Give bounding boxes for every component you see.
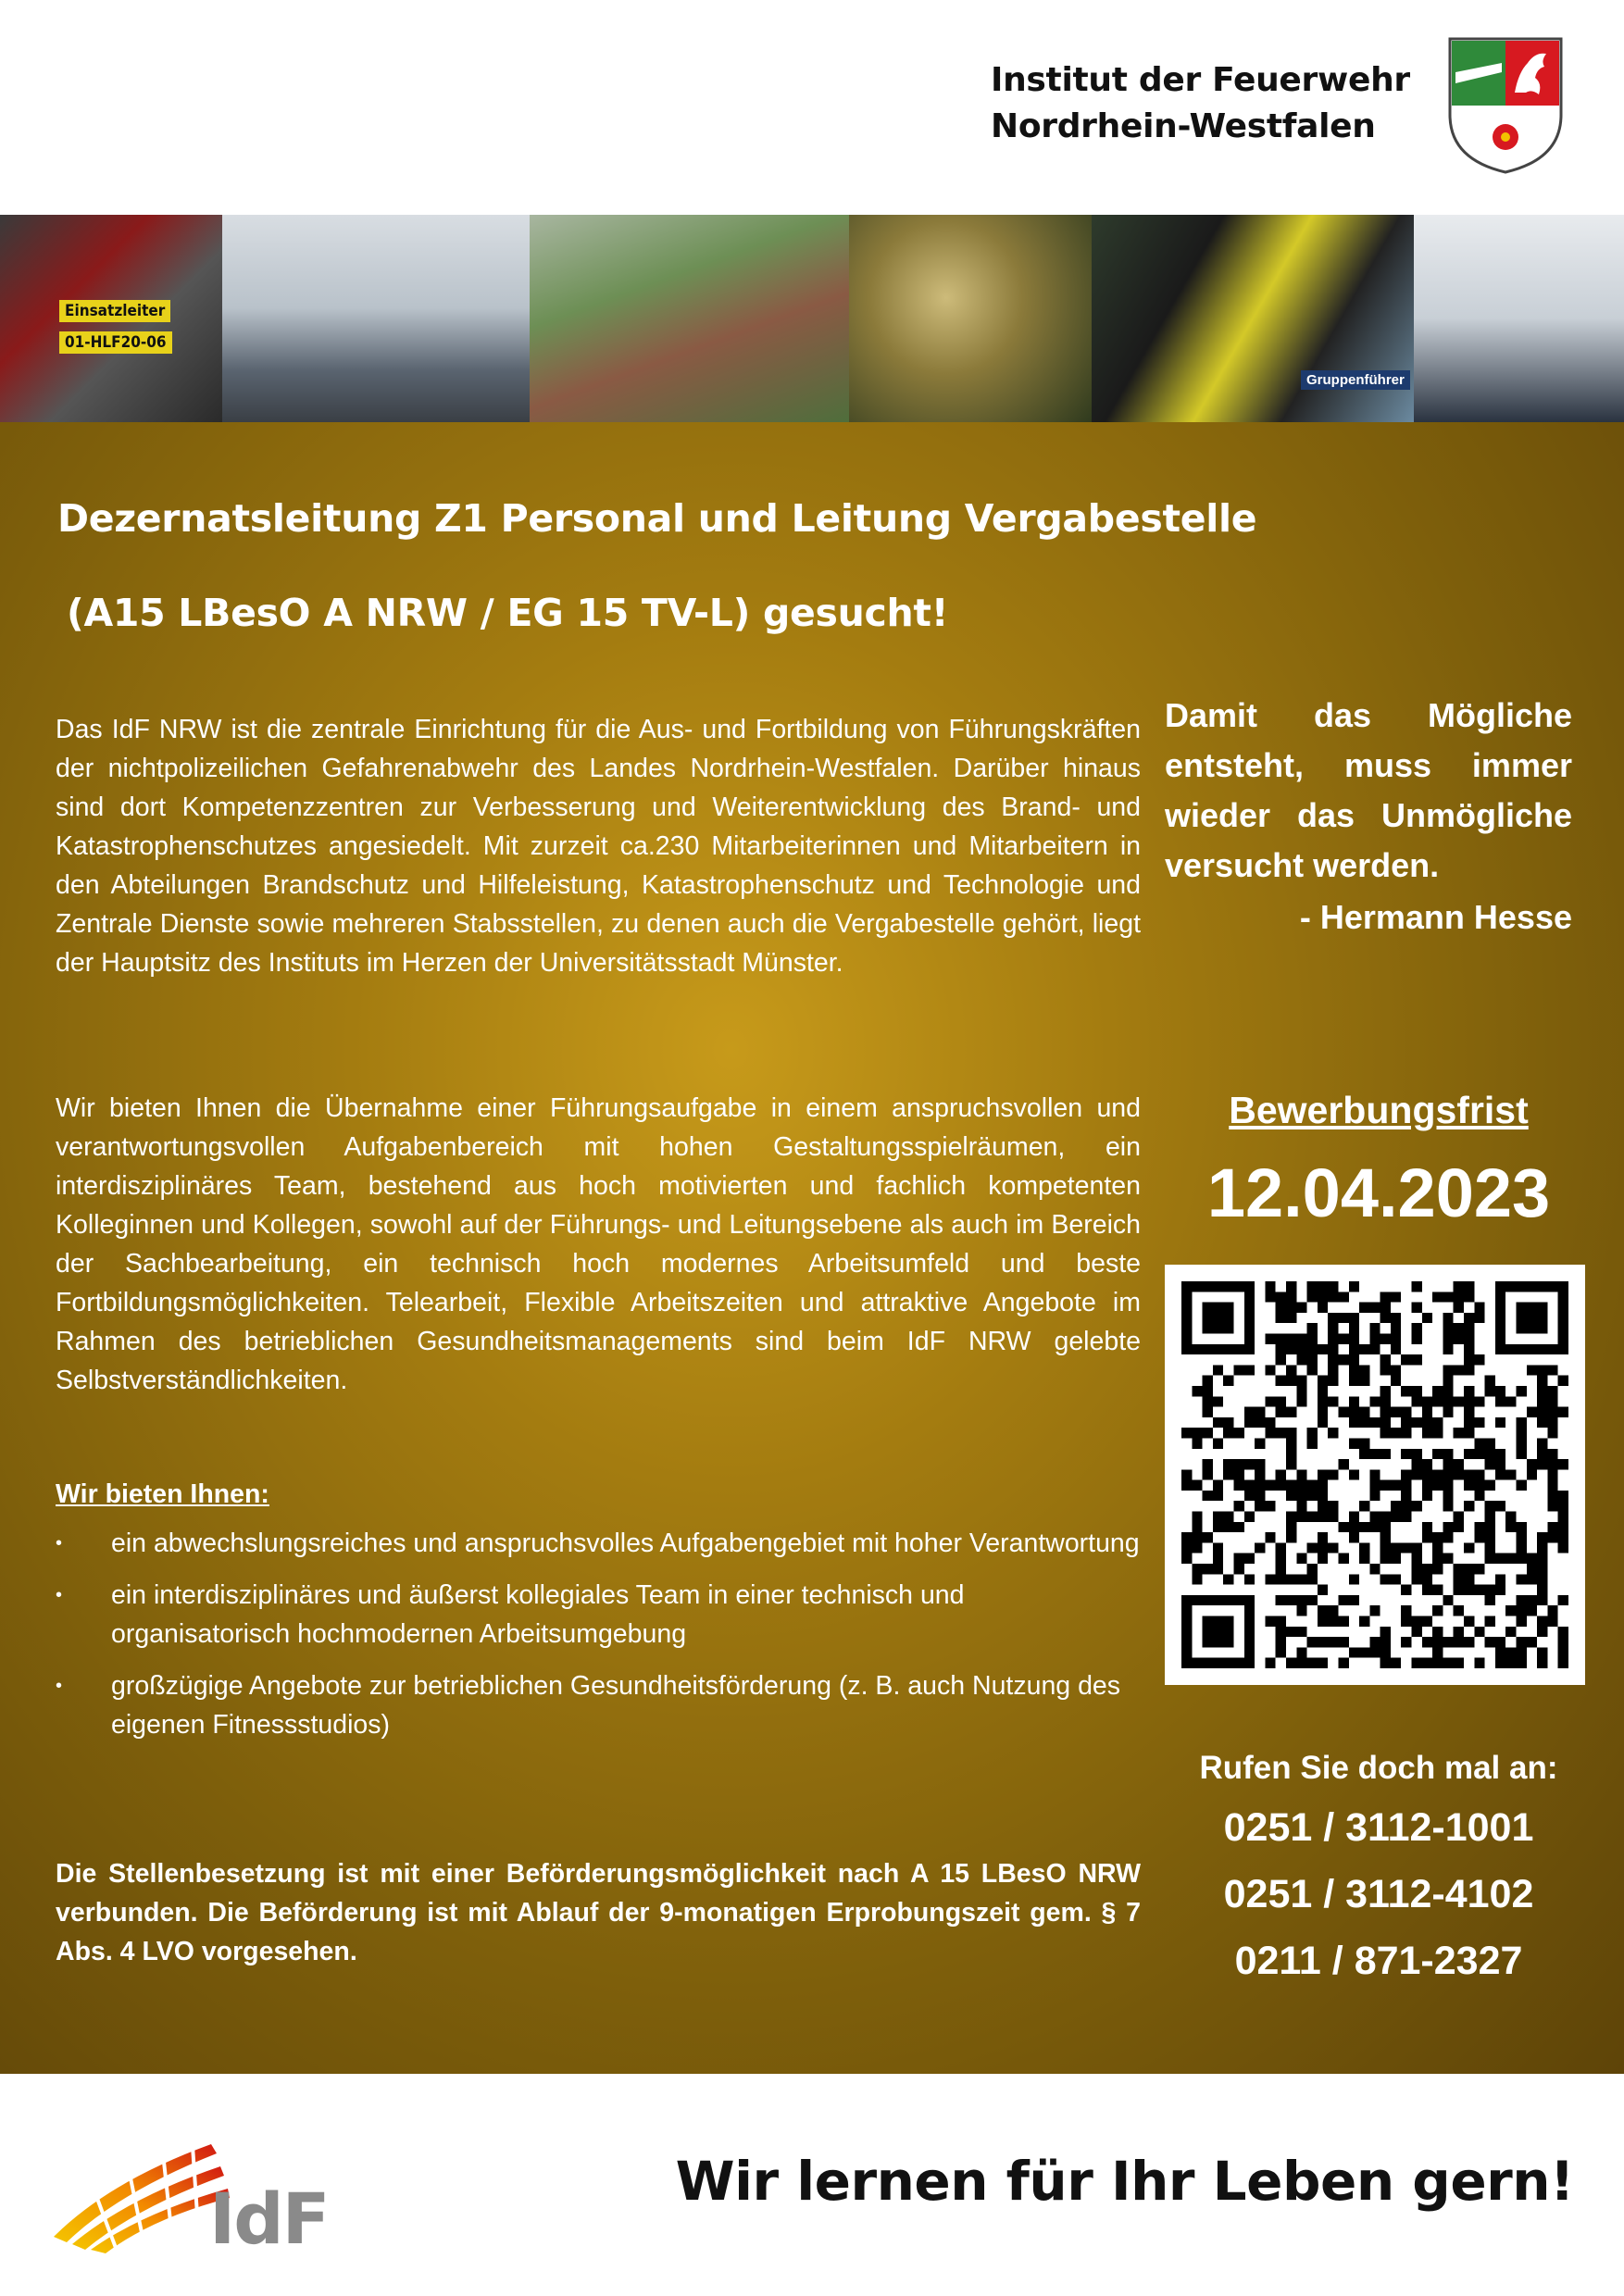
phone-number-1[interactable]: 0251 / 3112-1001 [1223, 1805, 1534, 1850]
photo-training-group [849, 215, 1092, 422]
list-item: • ein interdisziplinäres und äußerst kollegiales Team in einer technisch und organisatorisch hochmodernen Arbeitsumgebung [56, 1576, 1141, 1653]
promotion-note: Die Stellenbesetzung ist mit einer Beförderungsmöglichkeit nach A 15 LBesO NRW verbunden. Die Beförderung ist mit Ablauf der 9-monatigen Erprobungszeit gem. § 7 Abs. 4 LVO vorgesehen. [56, 1859, 1141, 1966]
job-title-line2: (A15 LBesO A NRW / EG 15 TV-L) gesucht! [67, 591, 949, 635]
institute-name-line1: Institut der Feuerwehr [991, 61, 1410, 99]
nrw-crest-icon [1446, 35, 1565, 176]
bullet-icon: • [56, 1585, 63, 1605]
photo-campus-aerial [530, 215, 849, 422]
photo-firefighter-commander [0, 215, 222, 422]
badge-vehicle: 01-HLF20-06 [59, 331, 172, 354]
call-label: Rufen Sie doch mal an: [1199, 1750, 1558, 1786]
offers-list [56, 1524, 1141, 1757]
deadline-date: 12.04.2023 [1206, 1154, 1551, 1231]
deadline-label: Bewerbungsfrist [1229, 1089, 1529, 1131]
photo-control-room [222, 215, 530, 422]
institute-name-line2: Nordrhein-Westfalen [991, 107, 1376, 145]
photo-office-workstation [1414, 215, 1624, 422]
job-title-line1: Dezernatsleitung Z1 Personal und Leitung Vergabestelle [57, 496, 1257, 541]
phone-number-2[interactable]: 0251 / 3112-4102 [1223, 1872, 1534, 1916]
slogan: Wir lernen für Ihr Leben gern! [675, 2150, 1574, 2213]
idf-logo-text: IdF [209, 2177, 329, 2260]
quote-author: - Hermann Hesse [1299, 898, 1572, 936]
intro-paragraph: Das IdF NRW ist die zentrale Einrichtung für die Aus- und Fortbildung von Führungskräften der nichtpolizeilichen Gefahrenabwehr des Landes Nordrhein-Westfalen. Darüber hinaus sind dort Kompetenzzentren zur Verbesserung und Weiterentwicklung des Brand- und Katastrophenschutzes angesiedelt. Mit zurzeit ca.230 Mitarbeiterinnen und Mitarbeitern in den Abteilungen Brandschutz und Hilfeleistung, Katastrophenschutz und Technologie und Zentrale Dienste sowie mehreren Stabsstellen, zu denen auch die Vergabestelle gehört, liegt der Hauptsitz des Instituts im Herzen der Universitätsstadt Münster. [56, 715, 1141, 978]
hesse-quote: Damit das Mögliche entsteht, muss immer wieder das Unmögliche versucht werden. [1165, 696, 1572, 884]
badge-gruppenfuehrer: Gruppenführer [1301, 370, 1410, 390]
header [0, 0, 1624, 215]
list-item: • großzügige Angebote zur betrieblichen Gesundheitsförderung (z. B. auch Nutzung des eigenen Fitnessstudios) [56, 1666, 1141, 1744]
qr-code[interactable] [1165, 1265, 1585, 1685]
photo-firefighters-team [1092, 215, 1414, 422]
bullet-icon: • [56, 1676, 63, 1696]
offers-heading: Wir bieten Ihnen: [56, 1479, 269, 1509]
offer-paragraph: Wir bieten Ihnen die Übernahme einer Führungsaufgabe in einem anspruchsvollen und verantwortungsvollen Aufgabenbereich mit hohen Gestaltungsspielräumen, ein interdisziplinäres Team, bestehend aus hoch motivierten und fachlich kompetenten Kolleginnen und Kollegen, sowohl auf der Führungs- und Leitungsebene als auch im Bereich der Sachbearbeitung, ein technisch hoch modernes Arbeitsumfeld und beste Fortbildungsmöglichkeiten. Telearbeit, Flexible Arbeitszeiten und attraktive Angebote im Rahmen des betrieblichen Gesundheitsmanagements sind beim IdF NRW gelebte Selbstverständlichkeiten. [56, 1093, 1141, 1395]
list-item: • ein abwechslungsreiches und anspruchsvolles Aufgabengebiet mit hoher Verantwortung [56, 1524, 1141, 1563]
badge-einsatzleiter: Einsatzleiter [59, 300, 170, 322]
phone-number-3[interactable]: 0211 / 871-2327 [1234, 1939, 1523, 1983]
bullet-icon: • [56, 1533, 63, 1554]
institute-name [991, 57, 1410, 150]
qr-code-icon [1181, 1281, 1568, 1668]
photo-strip [0, 215, 1624, 422]
